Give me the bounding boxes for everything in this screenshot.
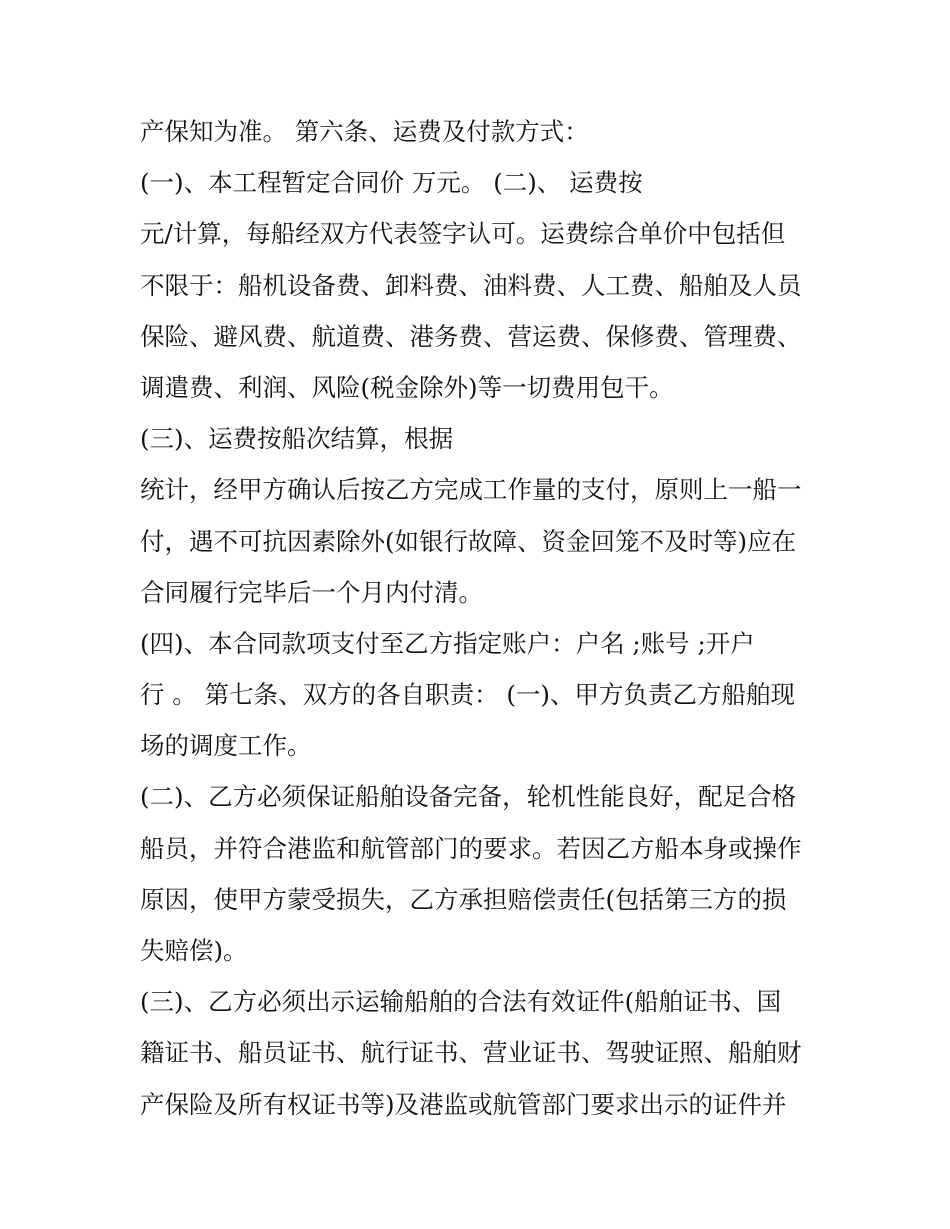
text-line: 不限于：船机设备费、卸料费、油料费、人工费、船舶及人员: [140, 270, 802, 300]
text-line: 船员，并符合港监和航管部门的要求。若因乙方船本身或操作: [140, 833, 802, 863]
text-line: (一)、本工程暂定合同价 万元。 (二)、 运费按: [140, 168, 643, 198]
text-line: 合同履行完毕后一个月内付清。: [140, 577, 483, 607]
document-body: [140, 106, 830, 1130]
text-line: 元/计算，每船经双方代表签字认可。运费综合单价中包括但: [140, 219, 786, 249]
text-line: (四)、本合同款项支付至乙方指定账户：户名 ;账号 ;开户: [140, 628, 755, 658]
text-line: 产保知为准。 第六条、运费及付款方式：: [140, 117, 589, 146]
text-line: 产保险及所有权证书等)及港监或航管部门要求出示的证件并: [140, 1089, 787, 1119]
text-line: (三)、运费按船次结算，根据: [140, 424, 454, 454]
text-line: (二)、乙方必须保证船舶设备完备，轮机性能良好，配足合格: [140, 782, 797, 812]
text-line: 统计，经甲方确认后按乙方完成工作量的支付，原则上一船一: [140, 475, 802, 505]
text-line: 行 。 第七条、双方的各自职责： (一)、甲方负责乙方船舶现: [140, 680, 795, 710]
text-line: 调遣费、利润、风险(税金除外)等一切费用包干。: [140, 372, 674, 402]
text-line: 失赔偿)。: [140, 936, 248, 965]
text-line: 籍证书、船员证书、航行证书、营业证书、驾驶证照、船舶财: [140, 1038, 802, 1068]
text-line: 保险、避风费、航道费、港务费、营运费、保修费、管理费、: [140, 321, 802, 351]
text-line: 场的调度工作。: [140, 731, 312, 761]
text-line: 付，遇不可抗因素除外(如银行故障、资金回笼不及时等)应在: [140, 526, 797, 556]
text-line: 原因，使甲方蒙受损失，乙方承担赔偿责任(包括第三方的损: [140, 884, 787, 914]
text-line: (三)、乙方必须出示运输船舶的合法有效证件(船舶证书、国: [140, 987, 782, 1017]
